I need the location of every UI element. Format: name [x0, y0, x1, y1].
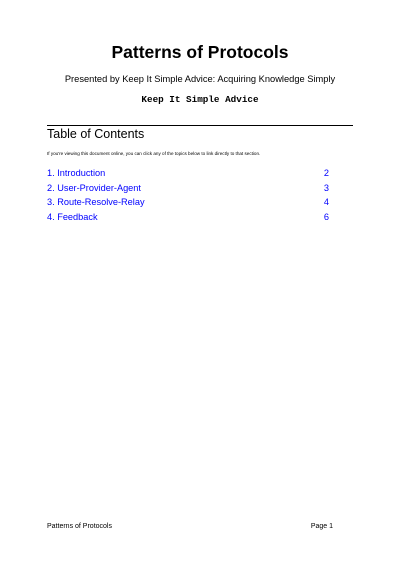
toc-item-page[interactable]: 4 — [323, 197, 329, 207]
toc-item-page[interactable]: 2 — [323, 168, 329, 178]
footer-page-number: Page 1 — [310, 523, 333, 530]
toc-list — [47, 166, 329, 224]
toc-item-label[interactable]: 2. User-Provider-Agent — [47, 182, 141, 193]
toc-item-user-provider-agent[interactable] — [47, 181, 329, 196]
toc-item-page[interactable]: 6 — [323, 211, 329, 222]
document-title: Patterns of Protocols — [111, 42, 289, 62]
toc-item-label[interactable]: 4. Feedback — [47, 211, 98, 222]
organization-name: Keep It Simple Advice — [141, 94, 259, 105]
toc-item-label[interactable]: 1. Introduction — [47, 168, 106, 178]
footer-document-title: Patterns of Protocols — [47, 523, 112, 530]
toc-heading: Table of Contents — [47, 127, 145, 141]
toc-item-label[interactable]: 3. Route-Resolve-Relay — [47, 197, 145, 207]
toc-item-page[interactable]: 3 — [323, 182, 329, 193]
document-subtitle: Presented by Keep It Simple Advice: Acquiring Knowledge Simply — [64, 74, 336, 84]
toc-item-route-resolve-relay[interactable] — [47, 195, 329, 210]
toc-item-introduction[interactable] — [47, 166, 329, 181]
toc-note: If you're viewing this document online, you can click any of the topics below to link directly to that section. — [47, 151, 261, 156]
toc-item-feedback[interactable] — [47, 210, 329, 225]
